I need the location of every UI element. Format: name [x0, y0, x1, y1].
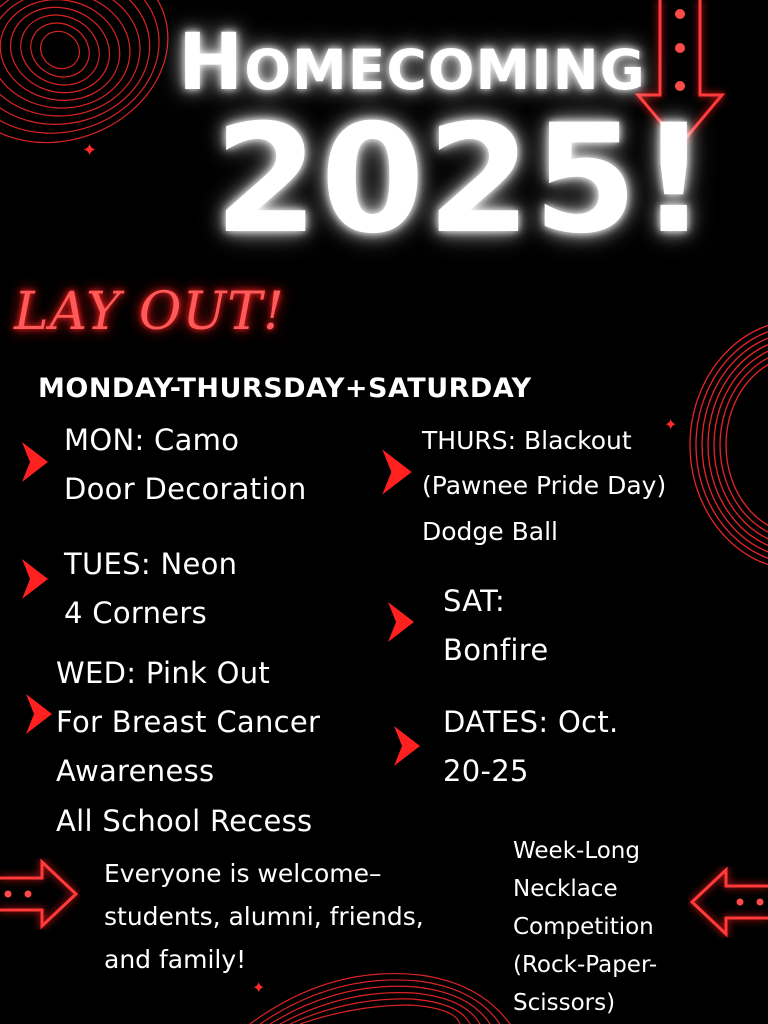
- chevron-right-icon: [20, 440, 50, 484]
- necklace-line-5: Scissors): [513, 990, 616, 1016]
- necklace-line-3: Competition: [513, 914, 654, 940]
- chevron-right-icon: [24, 692, 54, 736]
- thurs-label: THURS: Blackout: [422, 426, 632, 455]
- sparkle-icon: ✦: [252, 978, 266, 997]
- subtitle-lay-out: LAY OUT!: [14, 282, 285, 342]
- sparkle-icon: ✦: [664, 415, 678, 434]
- thurs-theme: (Pawnee Pride Day): [422, 471, 667, 500]
- necklace-line-1: Week-Long: [513, 838, 640, 864]
- wed-activity: All School Recess: [56, 804, 313, 838]
- mon-label: MON: Camo: [64, 423, 240, 457]
- chevron-right-icon: [386, 600, 416, 644]
- dates-range: 20-25: [443, 754, 529, 788]
- sat-label: SAT:: [443, 584, 506, 618]
- necklace-line-4: (Rock-Paper-: [513, 952, 658, 978]
- welcome-line-3: and family!: [104, 945, 247, 974]
- title-homecoming: Homecoming: [178, 18, 646, 108]
- chevron-right-icon: [380, 447, 414, 497]
- welcome-line-2: students, alumni, friends,: [104, 902, 424, 931]
- chevron-right-icon: [392, 724, 422, 768]
- sat-activity: Bonfire: [443, 633, 549, 667]
- chevron-right-icon: [20, 557, 50, 601]
- dates-label: DATES: Oct.: [443, 705, 619, 739]
- wed-label: WED: Pink Out: [56, 656, 271, 690]
- wed-cause: For Breast Cancer: [56, 705, 321, 739]
- red-swirl-decoration-bottom: [250, 955, 520, 1024]
- week-heading: MONDAY-THURSDAY+SATURDAY: [38, 373, 532, 404]
- neon-right-arrow-icon: [0, 858, 80, 930]
- title-year: 2025!: [214, 93, 710, 267]
- wed-cause-2: Awareness: [56, 754, 215, 788]
- tues-activity: 4 Corners: [64, 596, 208, 630]
- sparkle-icon: ✦: [82, 140, 98, 161]
- thurs-activity: Dodge Ball: [422, 517, 558, 546]
- tues-label: TUES: Neon: [64, 547, 238, 581]
- welcome-line-1: Everyone is welcome–: [104, 859, 382, 888]
- neon-left-arrow-icon: [688, 866, 768, 938]
- mon-activity: Door Decoration: [64, 472, 307, 506]
- necklace-line-2: Necklace: [513, 876, 618, 902]
- red-ring-decoration-right: [680, 310, 768, 580]
